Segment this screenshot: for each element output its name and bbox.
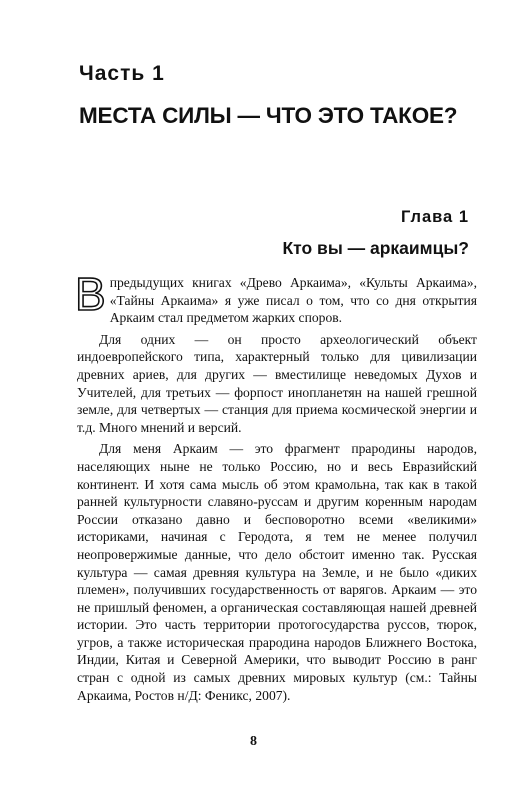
chapter-label: Глава 1: [400, 208, 469, 226]
paragraph-1: [75, 268, 477, 327]
paragraph-1-text: предыдущих книгах «Древо Аркаима», «Культы Аркаима», «Тайны Аркаима» я уже писал о том, что со дня открытия Аркаим стал предметом жарких споров.: [109, 275, 477, 326]
drop-cap: В: [75, 268, 106, 320]
chapter-title: Кто вы — аркаимцы?: [282, 238, 469, 258]
paragraph-3: Для меня Аркаим — это фрагмент прародины народов, населяющих ныне не только Россию, но и весь Евразийский континент. И хотя сама мысль об этом крамольна, так как в такой ранней культурности славяно-руссам и другим коренным народам России отказано давно и бесповоротно всеми «великими» историками, начиная с Геродота, я тем не менее получил неопровержимые данные, что дело обстоит именно так. Русская культура — самая древняя культура на Земле, и не было «диких племен», получивших государственность от варягов. Аркаим — это не пришлый феномен, а органическая составляющая нашей древней истории. Это часть территории протогосударства руссов, тюрок, угров, а также историческая прародина народов Ближнего Востока, Индии, Китая и Северной Америки, что выводит Россию в ранг стран с одной из самых древних мировых культур (см.: Тайны Аркаима, Ростов н/Д: Феникс, 2007).: [77, 441, 477, 703]
page-number: 8: [250, 734, 257, 749]
part-label: Часть 1: [79, 62, 165, 85]
part-heading: МЕСТА СИЛЫ — ЧТО ЭТО ТАКОЕ?: [79, 103, 458, 128]
chapter-body: [75, 268, 477, 708]
paragraph-2: Для одних — он просто археологический объект индоевропейского типа, характерный только для цивилизации древних ариев, для других — вместилище неведомых Духов и Учителей, для третьих — форпост инопланетян на нашей грешной земле, для четвертых — станция для приема космической энергии и т.д. Много мнений и версий.: [77, 331, 477, 435]
